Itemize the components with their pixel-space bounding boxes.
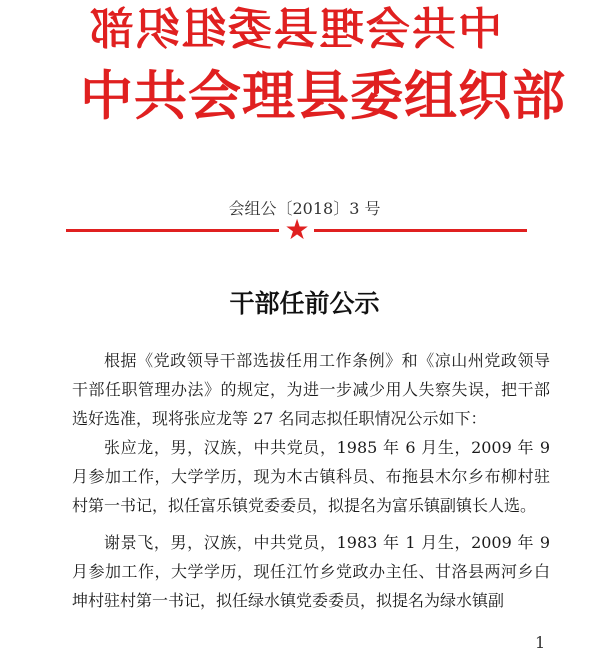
page-number: 1 <box>535 633 546 652</box>
page-title: 干部任前公示 <box>229 289 380 318</box>
mirrored-header-bleedthrough: 中共会理县委组织部 <box>88 4 502 55</box>
org-header: 中共会理县委组织部 <box>80 66 566 127</box>
star-icon: ★ <box>284 213 310 246</box>
paragraph-candidate: 谢景飞，男，汉族，中共党员，1983 年 1 月生，2009 年 9 月参加工作，大学学历，现任江竹乡党政办主任、甘洛县两河乡白坤村驻村第一书记，拟任绿水镇党委委员，拟提名为绿水镇副 <box>72 533 550 610</box>
red-divider-right <box>314 229 527 232</box>
document-body <box>72 346 550 615</box>
document-number: 会组公〔2018〕3 号 <box>228 199 381 218</box>
red-divider-left <box>66 229 279 232</box>
paragraph-intro: 根据《党政领导干部选拔任用工作条例》和《凉山州党政领导干部任职管理办法》的规定，为进一步减少用人失察失误，把干部选好选准，现将张应龙等 27 名同志拟任职情况公示如下： <box>72 351 550 428</box>
paragraph-candidate: 张应龙，男，汉族，中共党员，1985 年 6 月生，2009 年 9 月参加工作，大学学历，现为木古镇科员、布拖县木尔乡布柳村驻村第一书记，拟任富乐镇党委委员，拟提名为富乐镇副镇长人选。 <box>72 438 550 515</box>
